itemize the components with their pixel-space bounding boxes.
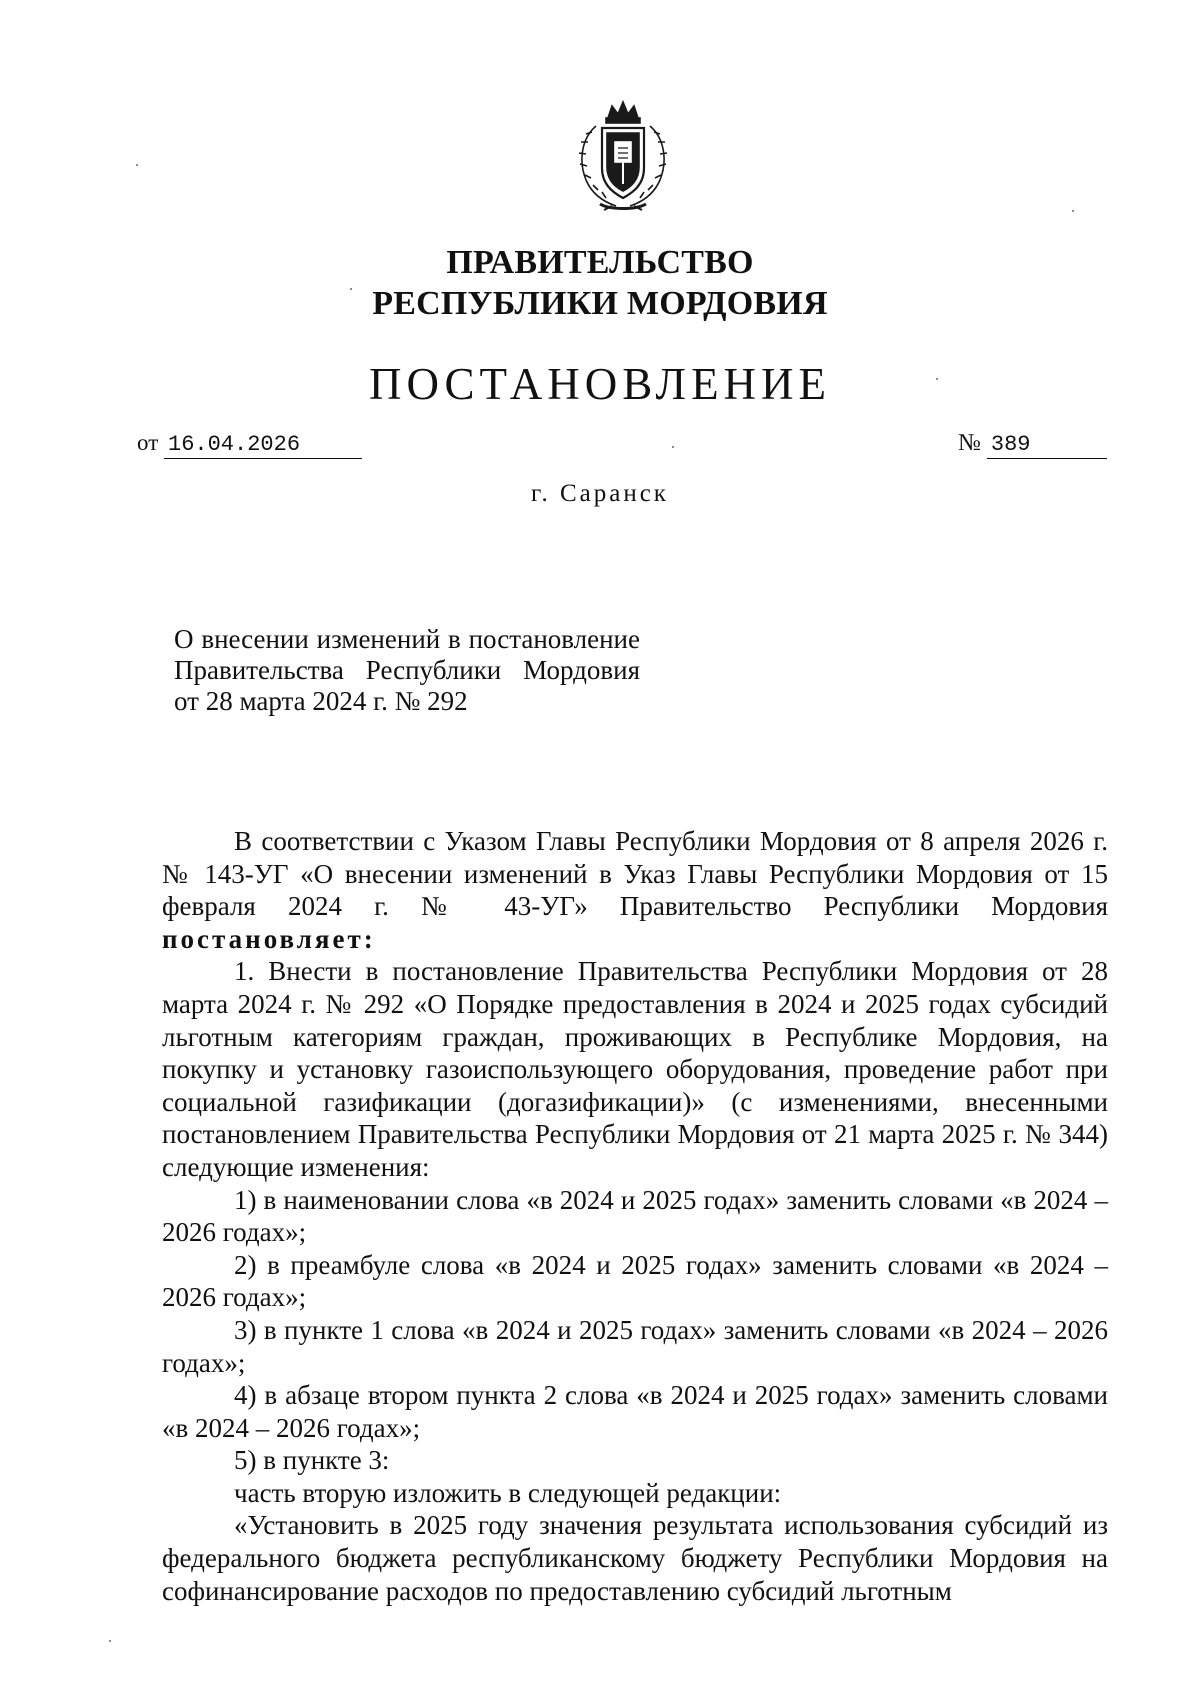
document-date: 16.04.2026: [164, 432, 362, 459]
paragraph-1-item-4: 4) в абзаце втором пункта 2 слова «в 2024 и 2025 годах» заменить словами «в 2024 – 2026 годах»;: [162, 1380, 1108, 1443]
document-city: г. Саранск: [531, 480, 669, 507]
paragraph-1-item-5-part-a: часть вторую изложить в следующей редакции:: [234, 1477, 782, 1508]
document-date-line: [137, 430, 362, 459]
scan-speck: [936, 378, 938, 380]
scan-speck: [136, 164, 138, 166]
intro-paragraph: [162, 825, 1108, 955]
document-type-title: ПОСТАНОВЛЕНИЕ: [368, 359, 832, 409]
document-number-line: [958, 430, 1107, 459]
number-prefix: №: [958, 430, 981, 456]
paragraph-1-item-1: 1) в наименовании слова «в 2024 и 2025 годах» заменить словами «в 2024 – 2026 годах»;: [162, 1184, 1108, 1248]
decides-word: постановляет:: [162, 923, 376, 954]
org-name-line-2: РЕСПУБЛИКИ МОРДОВИЯ: [372, 285, 828, 322]
scan-speck: [350, 288, 352, 290]
coat-of-arms-icon: [566, 98, 680, 216]
document-body: [162, 825, 1108, 1607]
paragraph-1-item-2: 2) в преамбуле слова «в 2024 и 2025 годах» заменить словами «в 2024 – 2026 годах»;: [162, 1249, 1108, 1313]
org-name-line-1: ПРАВИТЕЛЬСТВО: [446, 244, 754, 281]
document-number: 389: [987, 432, 1107, 459]
paragraph-1-item-5-part-b: «Установить в 2025 году значения результата использования субсидий из федерального бюджета республиканскому бюджету Республики Мордовия на софинансирование расходов по предоставлению субсидий льготным: [162, 1510, 1108, 1606]
scan-speck: [672, 446, 674, 448]
scan-speck: [109, 1640, 111, 1642]
document-subject: О внесении изменений в постановление Правительства Республики Мордовия от 28 марта 2024 г. № 292: [174, 624, 640, 716]
intro-text: В соответствии с Указом Главы Республики Мордовия от 8 апреля 2026 г. № 143-УГ «О внесении изменений в Указ Главы Республики Мордовия от 15 февраля 2024 г. № 43-УГ» Правительство Республики Мордовия: [162, 826, 1108, 922]
paragraph-1: 1. Внести в постановление Правительства Республики Мордовия от 28 марта 2024 г. № 292 «О Порядке предоставления в 2024 и 2025 годах субсидий льготным категориям граждан, проживающих в Республике Мордовия, на покупку и установку газоиспользующего оборудования, проведение работ при социальной газификации (догазификации)» (с изменениями, внесенными постановлением Правительства Республики Мордовия от 21 марта 2025 г. № 344) следующие изменения:: [162, 956, 1108, 1182]
paragraph-1-item-3: 3) в пункте 1 слова «в 2024 и 2025 годах» заменить словами «в 2024 – 2026 годах»;: [162, 1314, 1108, 1378]
date-prefix: от: [137, 430, 159, 455]
scan-speck: [1072, 210, 1074, 212]
paragraph-1-item-5: 5) в пункте 3:: [234, 1445, 390, 1476]
